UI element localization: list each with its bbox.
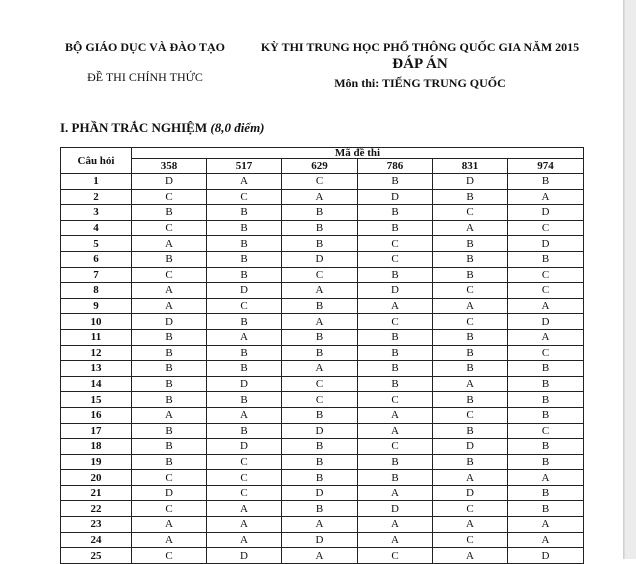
answer-cell: C xyxy=(207,470,282,486)
answer-cell: B xyxy=(207,205,282,221)
answer-cell: B xyxy=(207,361,282,377)
answer-cell: C xyxy=(433,501,508,517)
answer-cell: A xyxy=(433,220,508,236)
table-row xyxy=(61,439,584,455)
exam-code-header: Mã đề thi xyxy=(132,148,584,159)
question-number: 21 xyxy=(61,485,132,501)
answer-cell: B xyxy=(358,345,433,361)
question-number: 14 xyxy=(61,376,132,392)
answer-cell: A xyxy=(132,283,207,299)
answer-cell: D xyxy=(358,189,433,205)
question-number: 16 xyxy=(61,407,132,423)
answer-cell: B xyxy=(433,236,508,252)
answer-cell: C xyxy=(207,298,282,314)
answer-cell: C xyxy=(358,548,433,564)
answer-cell: D xyxy=(508,314,584,330)
answer-cell: A xyxy=(358,423,433,439)
answer-cell: B xyxy=(282,454,358,470)
answer-key-title: ĐÁP ÁN xyxy=(392,56,448,72)
table-row xyxy=(61,314,584,330)
answer-cell: D xyxy=(508,548,584,564)
question-number: 17 xyxy=(61,423,132,439)
table-row xyxy=(61,470,584,486)
answer-cell: A xyxy=(282,361,358,377)
answer-cell: B xyxy=(358,470,433,486)
answer-cell: A xyxy=(207,517,282,533)
answer-cell: B xyxy=(132,251,207,267)
answer-cell: A xyxy=(282,283,358,299)
answer-cell: A xyxy=(433,298,508,314)
answer-cell: C xyxy=(132,267,207,283)
question-number: 8 xyxy=(61,283,132,299)
header-right xyxy=(238,40,602,90)
answer-cell: B xyxy=(207,267,282,283)
question-number: 2 xyxy=(61,189,132,205)
answer-cell: D xyxy=(508,205,584,221)
answer-cell: C xyxy=(358,236,433,252)
answer-cell: A xyxy=(132,517,207,533)
answer-cell: A xyxy=(282,189,358,205)
exam-code: 629 xyxy=(282,159,358,174)
answer-cell: C xyxy=(433,205,508,221)
answer-cell: D xyxy=(207,439,282,455)
table-row xyxy=(61,517,584,533)
exam-code: 974 xyxy=(508,159,584,174)
question-number: 1 xyxy=(61,174,132,190)
answer-cell: B xyxy=(358,267,433,283)
answer-cell: A xyxy=(132,407,207,423)
answer-cell: C xyxy=(508,267,584,283)
answer-cell: B xyxy=(358,376,433,392)
answer-cell: B xyxy=(433,189,508,205)
answer-cell: A xyxy=(508,517,584,533)
answer-cell: B xyxy=(433,329,508,345)
answer-cell: B xyxy=(282,470,358,486)
answer-cell: B xyxy=(207,236,282,252)
answer-cell: D xyxy=(358,501,433,517)
answer-cell: A xyxy=(207,174,282,190)
question-number: 13 xyxy=(61,361,132,377)
answer-cell: A xyxy=(207,407,282,423)
table-row xyxy=(61,407,584,423)
answer-cell: B xyxy=(508,439,584,455)
table-row xyxy=(61,548,584,564)
exam-title: KỲ THI TRUNG HỌC PHỔ THÔNG QUỐC GIA NĂM 2015 xyxy=(260,40,580,54)
table-row xyxy=(61,361,584,377)
answer-cell: C xyxy=(282,376,358,392)
answer-cell: A xyxy=(282,517,358,533)
table-row xyxy=(61,454,584,470)
answer-cell: A xyxy=(508,532,584,548)
answer-cell: B xyxy=(508,361,584,377)
answer-cell: B xyxy=(132,392,207,408)
question-number: 11 xyxy=(61,329,132,345)
answer-cell: C xyxy=(207,485,282,501)
question-number: 23 xyxy=(61,517,132,533)
answer-cell: C xyxy=(282,392,358,408)
answer-cell: C xyxy=(282,267,358,283)
answer-cell: C xyxy=(358,439,433,455)
answer-cell: A xyxy=(132,532,207,548)
answer-cell: D xyxy=(282,251,358,267)
answer-cell: C xyxy=(207,189,282,205)
answer-cell: A xyxy=(207,532,282,548)
answer-cell: D xyxy=(282,423,358,439)
question-number: 6 xyxy=(61,251,132,267)
answer-cell: B xyxy=(282,236,358,252)
answer-cell: C xyxy=(132,470,207,486)
answer-cell: B xyxy=(358,220,433,236)
table-row xyxy=(61,236,584,252)
question-number: 5 xyxy=(61,236,132,252)
answer-cell: B xyxy=(508,251,584,267)
answer-cell: C xyxy=(508,423,584,439)
answer-cell: B xyxy=(433,454,508,470)
answer-cell: C xyxy=(508,345,584,361)
answer-cell: B xyxy=(207,423,282,439)
answer-cell: C xyxy=(508,220,584,236)
official-label: ĐỀ THI CHÍNH THỨC xyxy=(87,70,203,84)
answer-cell: A xyxy=(207,501,282,517)
answer-cell: B xyxy=(207,251,282,267)
answer-cell: B xyxy=(207,314,282,330)
answer-cell: D xyxy=(132,485,207,501)
answer-cell: B xyxy=(508,501,584,517)
answer-cell: B xyxy=(358,361,433,377)
question-number: 10 xyxy=(61,314,132,330)
answer-cell: B xyxy=(132,361,207,377)
section-title: I. PHẦN TRẮC NGHIỆM xyxy=(60,120,208,135)
answer-cell: B xyxy=(282,407,358,423)
table-row xyxy=(61,298,584,314)
table-row xyxy=(61,501,584,517)
answer-cell: B xyxy=(358,329,433,345)
answer-cell: B xyxy=(282,205,358,221)
answer-cell: B xyxy=(433,361,508,377)
question-number: 19 xyxy=(61,454,132,470)
ministry-name: BỘ GIÁO DỤC VÀ ĐÀO TẠO xyxy=(65,40,225,54)
answer-cell: D xyxy=(433,439,508,455)
table-row xyxy=(61,329,584,345)
answer-cell: C xyxy=(132,220,207,236)
answer-cell: A xyxy=(508,470,584,486)
question-number: 4 xyxy=(61,220,132,236)
table-row xyxy=(61,423,584,439)
answer-cell: C xyxy=(358,314,433,330)
answer-cell: B xyxy=(132,376,207,392)
header-left xyxy=(60,40,230,84)
question-number: 7 xyxy=(61,267,132,283)
answer-cell: B xyxy=(282,345,358,361)
answer-cell: A xyxy=(358,485,433,501)
answer-cell: B xyxy=(358,205,433,221)
table-row xyxy=(61,267,584,283)
answer-cell: D xyxy=(282,532,358,548)
exam-code: 517 xyxy=(207,159,282,174)
answer-cell: A xyxy=(207,329,282,345)
answer-cell: D xyxy=(433,174,508,190)
question-number: 22 xyxy=(61,501,132,517)
answer-cell: B xyxy=(508,392,584,408)
question-number: 15 xyxy=(61,392,132,408)
answer-cell: C xyxy=(508,283,584,299)
answer-table xyxy=(60,147,584,564)
answer-cell: A xyxy=(508,329,584,345)
question-number: 24 xyxy=(61,532,132,548)
table-row xyxy=(61,251,584,267)
section-heading xyxy=(60,120,265,135)
answer-cell: A xyxy=(508,298,584,314)
answer-cell: B xyxy=(433,267,508,283)
answer-cell: B xyxy=(358,454,433,470)
answer-cell: B xyxy=(433,251,508,267)
answer-cell: B xyxy=(207,392,282,408)
answer-cell: A xyxy=(508,189,584,205)
answer-cell: D xyxy=(132,174,207,190)
answer-cell: C xyxy=(433,283,508,299)
answer-cell: B xyxy=(433,392,508,408)
question-number: 12 xyxy=(61,345,132,361)
table-row xyxy=(61,376,584,392)
table-row xyxy=(61,205,584,221)
answer-cell: B xyxy=(508,174,584,190)
question-number: 25 xyxy=(61,548,132,564)
answer-cell: B xyxy=(132,454,207,470)
answer-cell: C xyxy=(282,174,358,190)
table-row xyxy=(61,283,584,299)
answer-cell: C xyxy=(132,548,207,564)
answer-cell: C xyxy=(433,532,508,548)
answer-cell: A xyxy=(433,376,508,392)
table-row xyxy=(61,174,584,190)
answer-cell: A xyxy=(132,236,207,252)
answer-cell: D xyxy=(207,376,282,392)
answer-cell: A xyxy=(358,298,433,314)
exam-code: 831 xyxy=(433,159,508,174)
answer-cell: A xyxy=(358,517,433,533)
answer-cell: A xyxy=(282,314,358,330)
answer-cell: C xyxy=(358,251,433,267)
answer-cell: B xyxy=(132,423,207,439)
exam-code: 358 xyxy=(132,159,207,174)
answer-cell: C xyxy=(433,314,508,330)
answer-cell: C xyxy=(132,189,207,205)
answer-cell: B xyxy=(508,454,584,470)
answer-cell: B xyxy=(132,329,207,345)
answer-cell: D xyxy=(433,485,508,501)
answer-cell: B xyxy=(358,174,433,190)
answer-cell: B xyxy=(508,376,584,392)
answer-cell: C xyxy=(433,407,508,423)
answer-cell: C xyxy=(207,454,282,470)
answer-cell: B xyxy=(508,485,584,501)
answer-cell: B xyxy=(282,220,358,236)
answer-cell: A xyxy=(358,407,433,423)
answer-cell: B xyxy=(207,220,282,236)
answer-cell: A xyxy=(433,517,508,533)
table-row xyxy=(61,485,584,501)
answer-cell: B xyxy=(282,329,358,345)
answer-cell: D xyxy=(282,485,358,501)
subject-line: Môn thi: TIẾNG TRUNG QUỐC xyxy=(334,76,506,90)
question-number: 9 xyxy=(61,298,132,314)
answer-cell: A xyxy=(433,470,508,486)
answer-cell: B xyxy=(132,345,207,361)
answer-cell: A xyxy=(282,548,358,564)
question-number: 20 xyxy=(61,470,132,486)
answer-cell: A xyxy=(132,298,207,314)
question-number: 18 xyxy=(61,439,132,455)
answer-cell: B xyxy=(433,423,508,439)
answer-cell: D xyxy=(132,314,207,330)
answer-cell: B xyxy=(282,501,358,517)
answer-cell: C xyxy=(132,501,207,517)
answer-cell: B xyxy=(282,439,358,455)
answer-cell: D xyxy=(358,283,433,299)
table-row xyxy=(61,345,584,361)
answer-cell: B xyxy=(207,345,282,361)
section-points: (8,0 điểm) xyxy=(210,120,265,135)
answer-cell: B xyxy=(132,205,207,221)
table-row xyxy=(61,392,584,408)
answer-cell: A xyxy=(358,532,433,548)
exam-code: 786 xyxy=(358,159,433,174)
answer-cell: D xyxy=(508,236,584,252)
answer-cell: A xyxy=(433,548,508,564)
question-column-header: Câu hỏi xyxy=(61,148,132,174)
answer-cell: D xyxy=(207,548,282,564)
table-row xyxy=(61,532,584,548)
question-number: 3 xyxy=(61,205,132,221)
answer-cell: B xyxy=(508,407,584,423)
vertical-scrollbar[interactable] xyxy=(624,0,636,559)
answer-cell: B xyxy=(282,298,358,314)
answer-cell: C xyxy=(358,392,433,408)
answer-cell: B xyxy=(433,345,508,361)
table-row xyxy=(61,189,584,205)
table-row xyxy=(61,220,584,236)
answer-cell: B xyxy=(132,439,207,455)
answer-cell: D xyxy=(207,283,282,299)
